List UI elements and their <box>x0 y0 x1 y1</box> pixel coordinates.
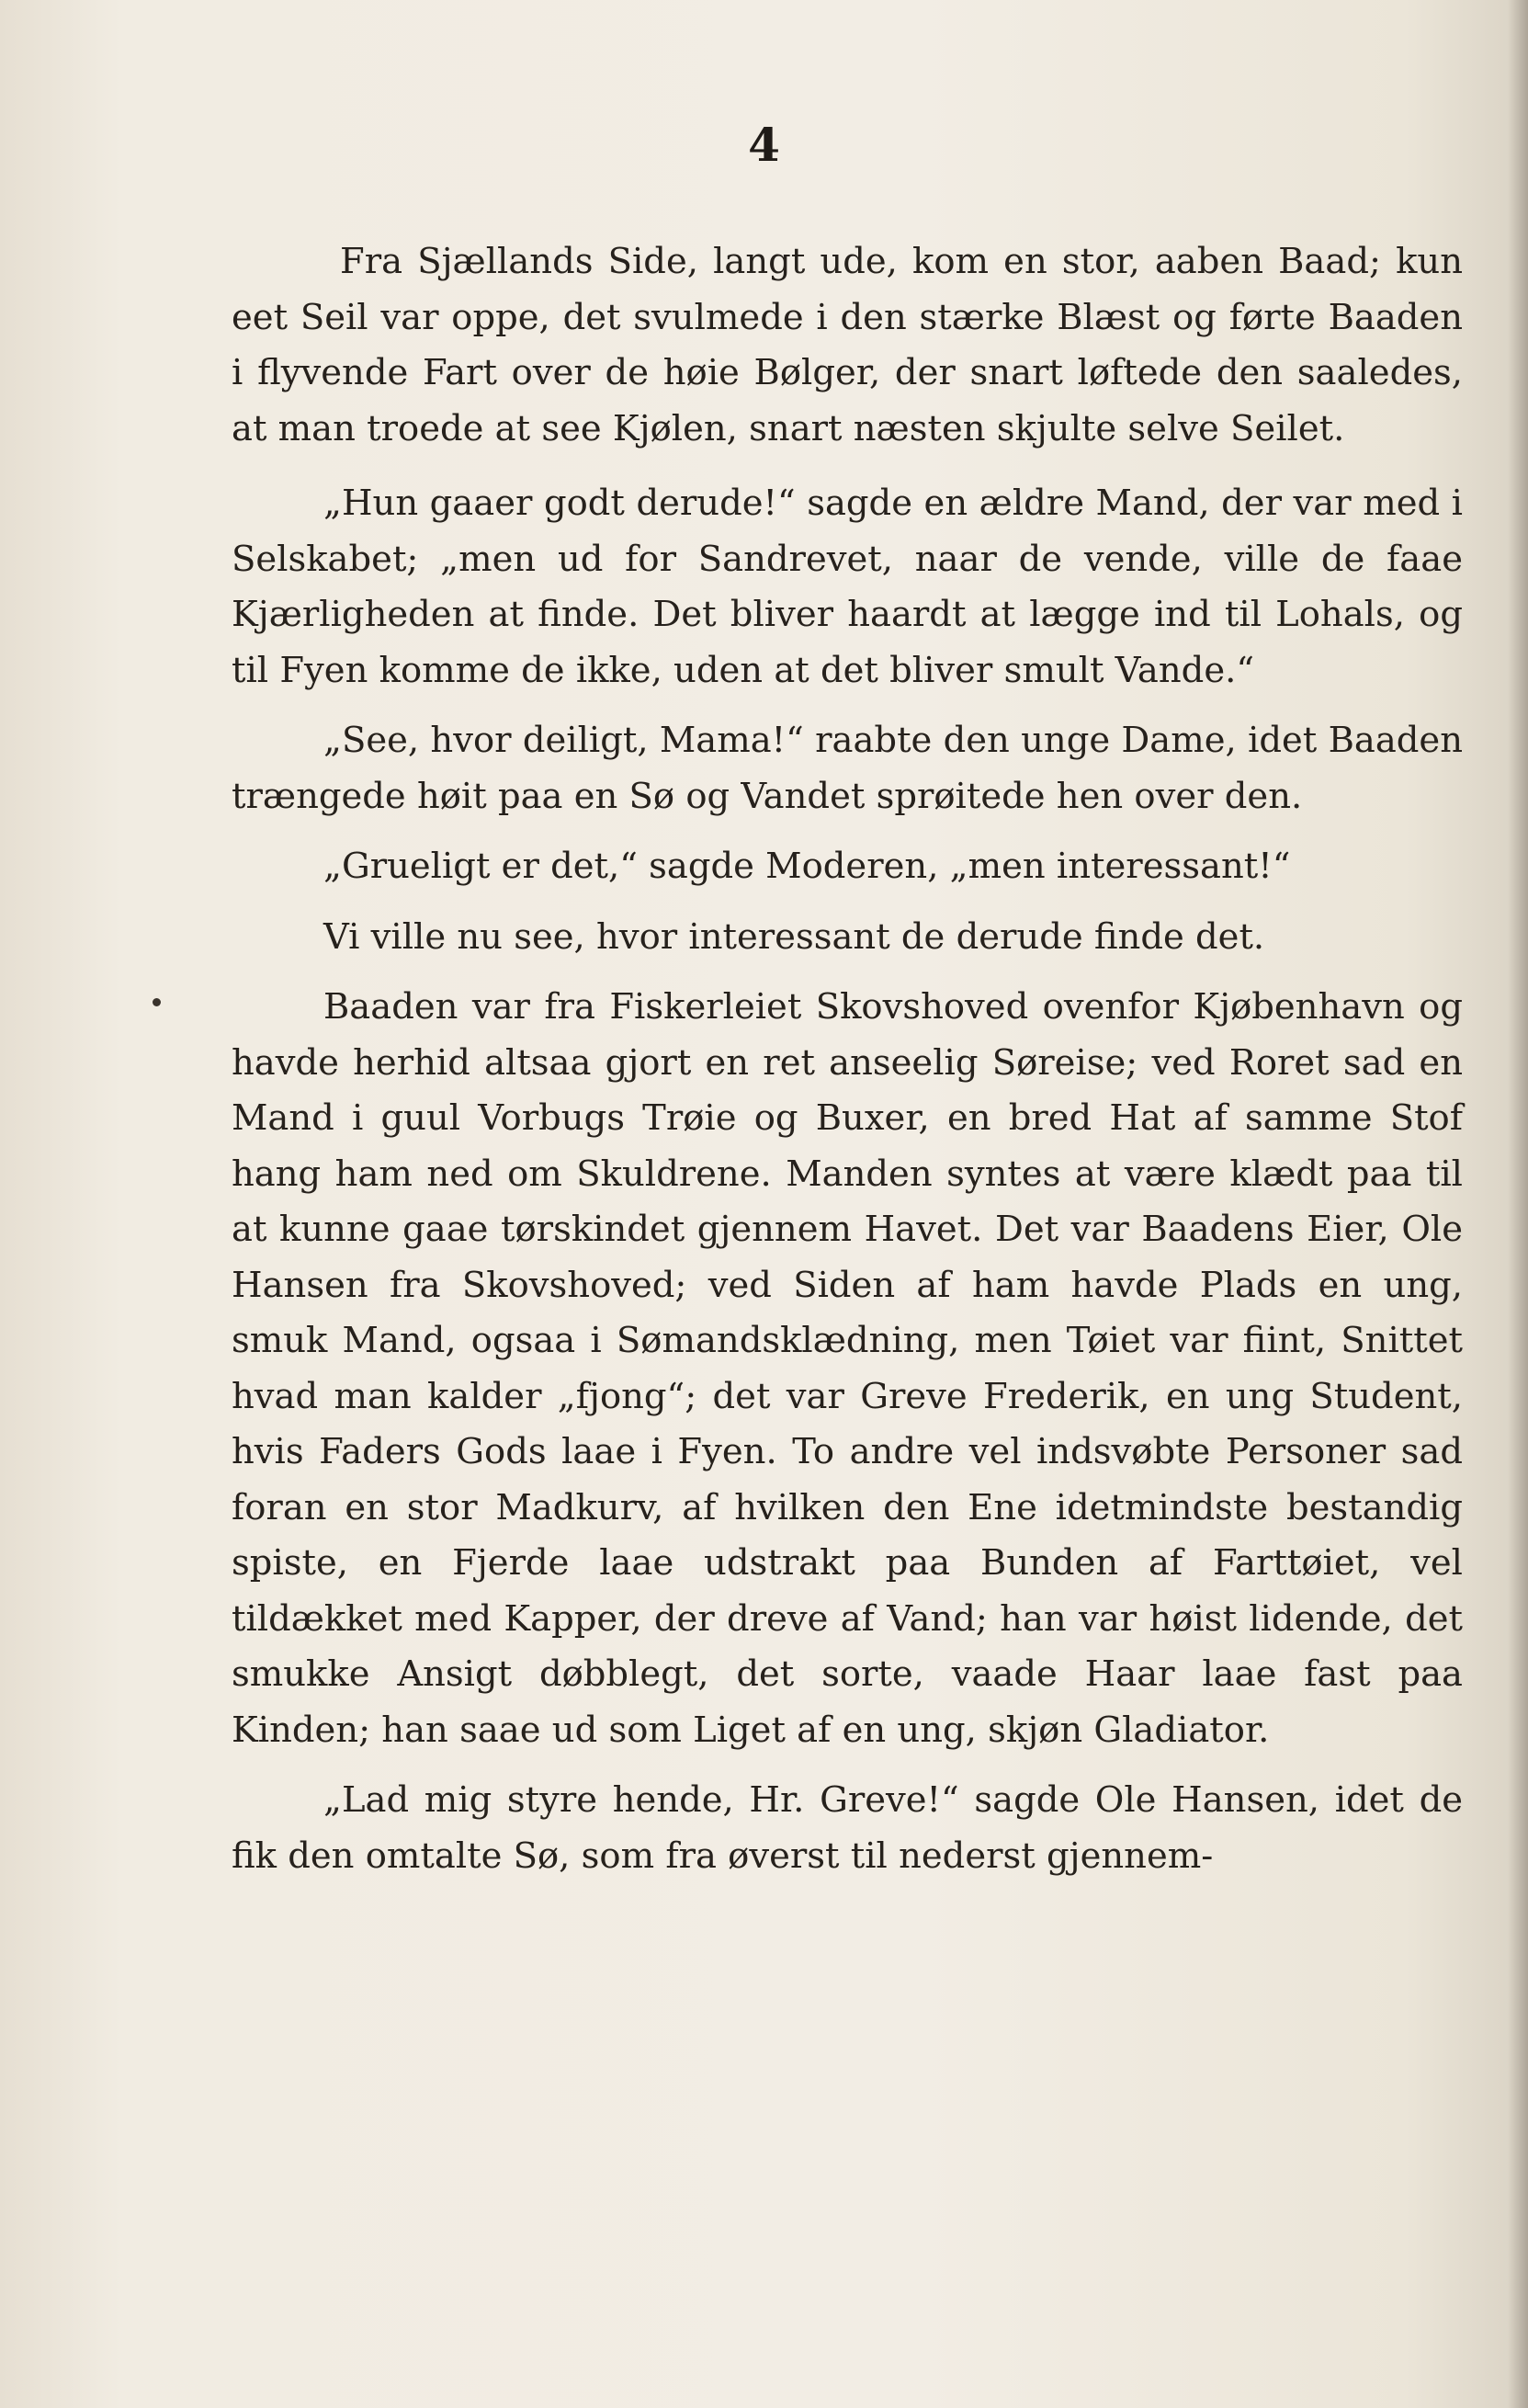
paragraph: „See, hvor deiligt, Mama!“ raabte den unge Dame, idet Baaden trængede høit paa en Sø og Vandet sprøitede hen over den. <box>232 720 1463 817</box>
paragraph: „Hun gaaer godt derude!“ sagde en ældre Mand, der var med i Selskabet; „men ud for Sandrevet, naar de vende, ville de faae Kjærligheden at finde. Det bliver haardt at lægge ind til Lohals, og til Fyen komme de ikke, uden at det bliver smult Vande.“ <box>232 483 1463 691</box>
paragraph: „Lad mig styre hende, Hr. Greve!“ sagde Ole Hansen, idet de fik den omtalte Sø, som fra øverst til nederst gjennem- <box>232 1779 1463 1877</box>
paragraph: Vi ville nu see, hvor interessant de derude finde det. <box>323 915 1265 958</box>
paragraph: Fra Sjællands Side, langt ude, kom en stor, aaben Baad; kun eet Seil var oppe, det svulmede i den stærke Blæst og førte Baaden i flyvende Fart over de høie Bølger, der snart løftede den saaledes, at man troede at see Kjølen, snart næsten skjulte selve Seilet. <box>232 241 1463 449</box>
body-text <box>232 234 1463 1884</box>
page-edge-shadow <box>1508 0 1528 2408</box>
paragraph: Baaden var fra Fiskerleiet Skovshoved ovenfor Kjøbenhavn og havde herhid altsaa gjort en ret anseelig Søreise; ved Roret sad en Mand i guul Vorbugs Trøie og Buxer, en bred Hat af samme Stof hang ham ned om Skuldrene. Manden syntes at være klædt paa til at kunne gaae tørskindet gjennem Havet. Det var Baadens Eier, Ole Hansen fra Skovshoved; ved Siden af ham havde Plads en ung, smuk Mand, ogsaa i Sømandsklædning, men Tøiet var fiint, Snittet hvad man kalder „fjong“; det var Greve Frederik, en ung Student, hvis Faders Gods laae i Fyen. To andre vel indsvøbte Personer sad foran en stor Madkurv, af hvilken den Ene idetmindste bestandig spiste, en Fjerde laae udstrakt paa Bunden af Farttøiet, vel tildækket med Kapper, der dreve af Vand; han var høist lidende, det smukke Ansigt døbblegt, det sorte, vaade Haar laae fast paa Kinden; han saae ud som Liget af en ung, skjøn Gladiator. <box>232 986 1463 1751</box>
margin-ink-dot <box>153 998 161 1006</box>
page-number: 4 <box>748 118 780 172</box>
paragraph: „Grueligt er det,“ sagde Moderen, „men interessant!“ <box>323 846 1291 887</box>
